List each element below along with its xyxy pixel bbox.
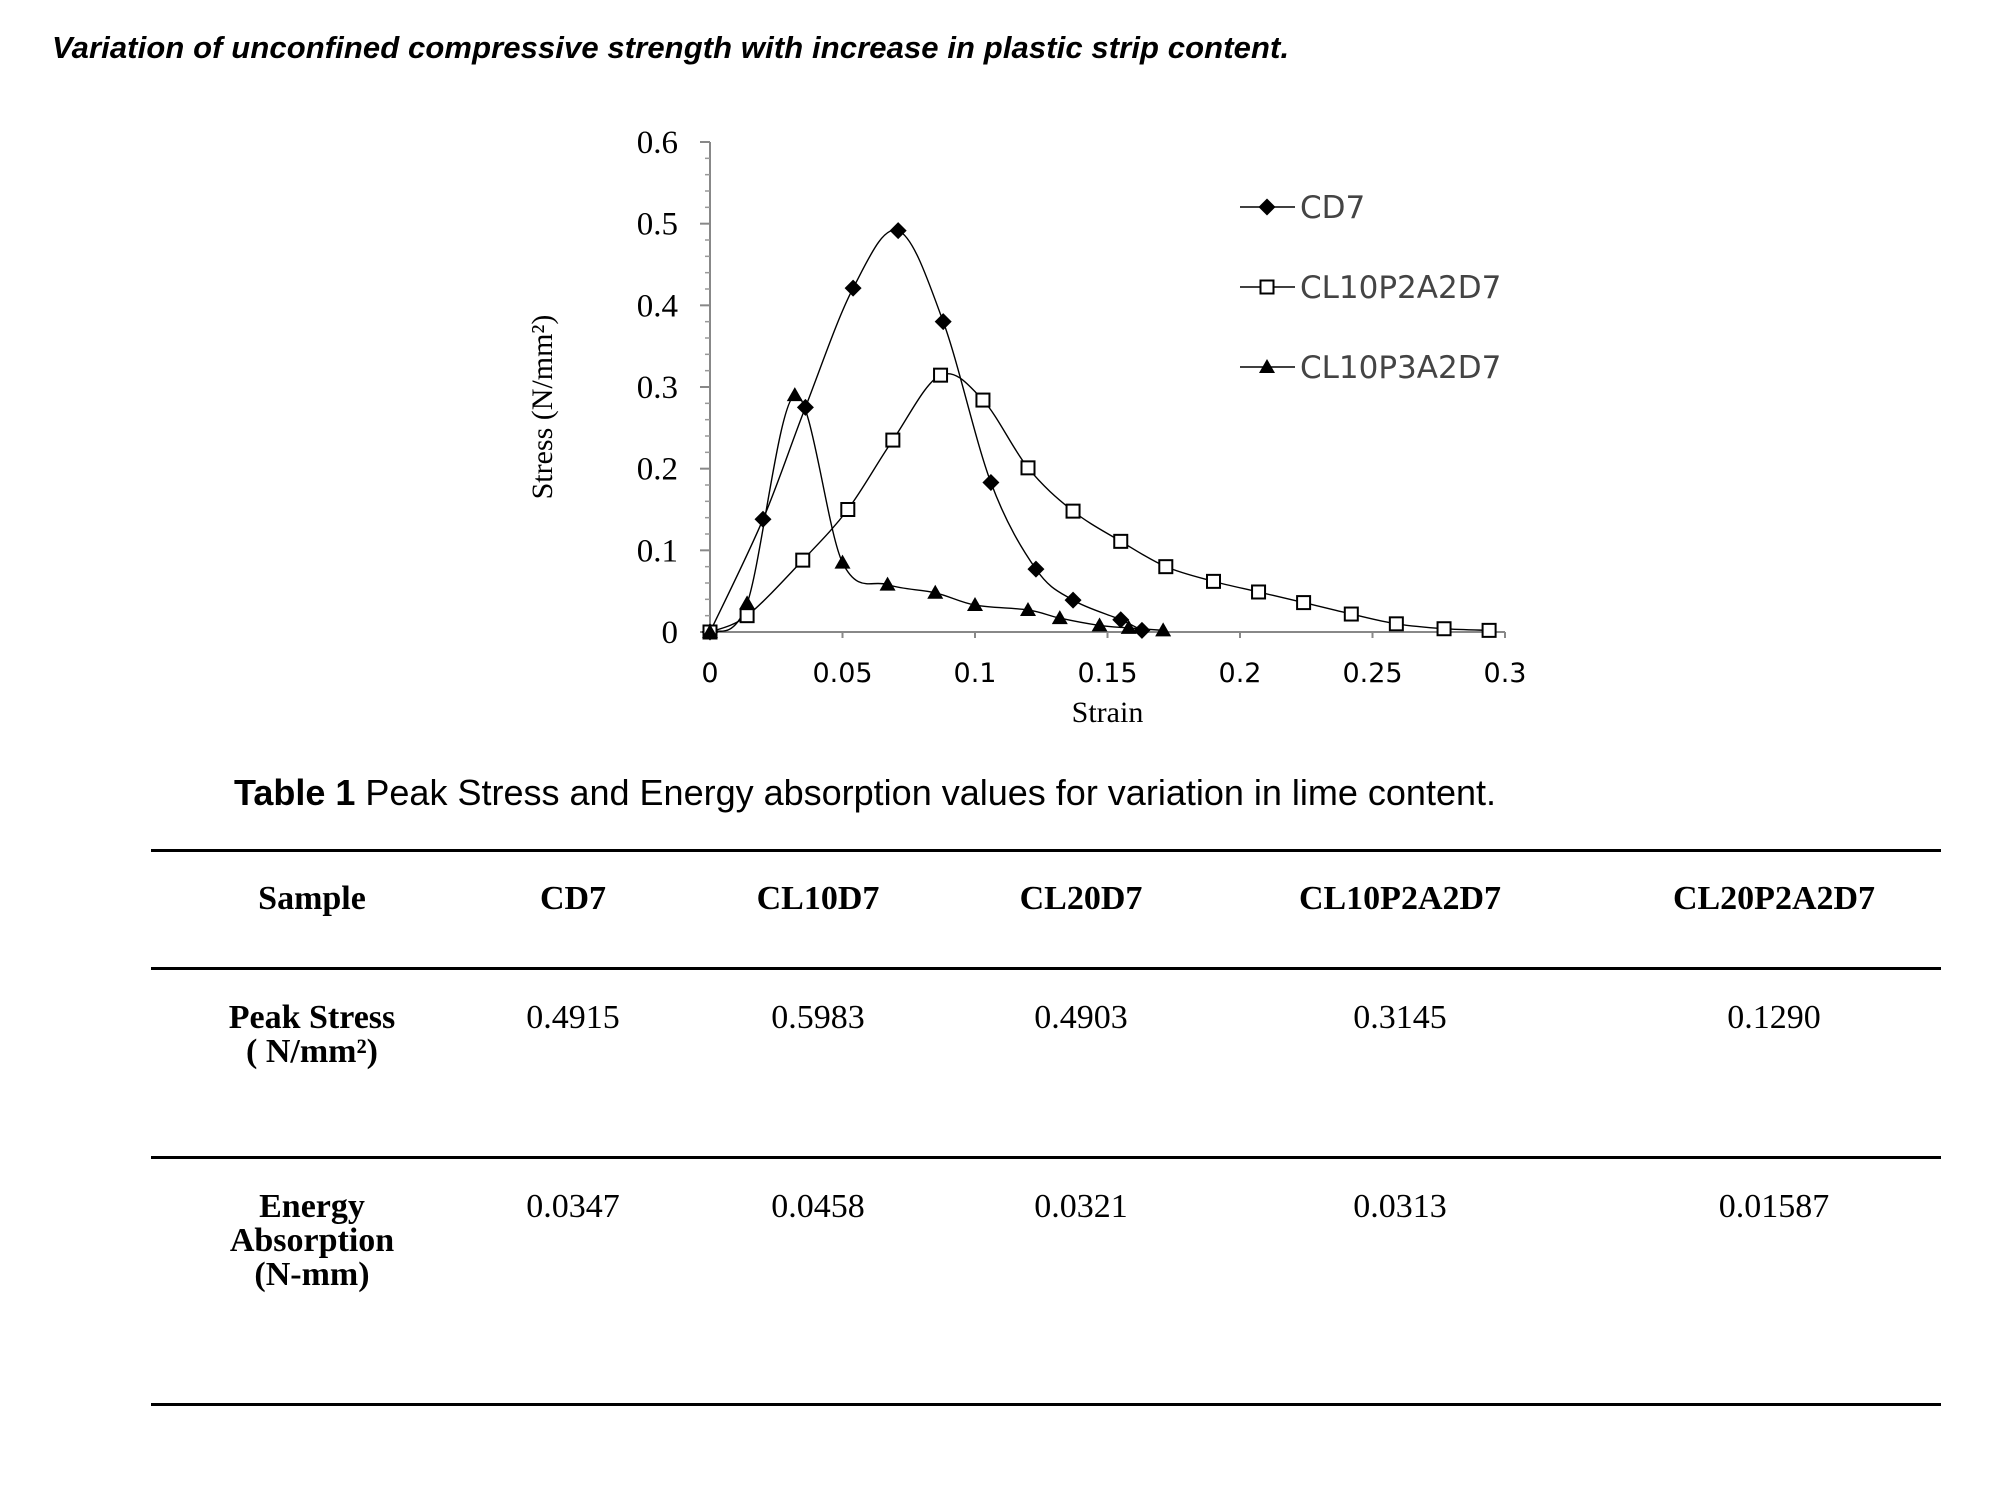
legend-label-cl10p2a2d7: CL10P2A2D7 xyxy=(1300,270,1502,306)
data-point-cl10p3a2d7 xyxy=(835,555,851,569)
table-header-cell: Sample xyxy=(258,880,366,917)
data-point-cl10p2a2d7 xyxy=(1483,624,1496,637)
data-point-cd7 xyxy=(1027,561,1044,578)
data-point-cd7 xyxy=(1065,592,1082,609)
chart-legend xyxy=(1240,190,1501,386)
table-value-cell: 0.4903 xyxy=(1034,999,1128,1036)
table-value-cell: 0.0321 xyxy=(1034,1188,1128,1225)
row-label-line: Energy xyxy=(259,1188,365,1225)
data-point-cl10p2a2d7 xyxy=(1252,585,1265,598)
data-point-cl10p3a2d7 xyxy=(739,595,755,609)
y-tick-label: 0.1 xyxy=(636,533,678,570)
table-caption xyxy=(234,772,1496,814)
x-axis-title: Strain xyxy=(1071,696,1144,729)
table-caption-text: Peak Stress and Energy absorption values for variation in lime content. xyxy=(355,772,1496,813)
y-tick-label: 0.4 xyxy=(636,288,678,325)
table-header-cell: CL20P2A2D7 xyxy=(1672,880,1876,917)
row-label-line: ( N/mm²) xyxy=(246,1033,378,1070)
table-value-cell: 0.01587 xyxy=(1718,1188,1830,1225)
y-axis-title: Stress (N/mm²) xyxy=(526,314,559,500)
data-point-cl10p2a2d7 xyxy=(841,503,854,516)
table-top-rule xyxy=(151,849,1941,852)
data-point-cd7 xyxy=(797,399,814,416)
data-point-cd7 xyxy=(1133,622,1150,639)
y-tick-label: 0 xyxy=(661,615,678,651)
x-tick-label: 0.15 xyxy=(1077,658,1138,689)
legend-marker-cl10p2a2d7 xyxy=(1261,281,1274,294)
data-point-cl10p2a2d7 xyxy=(1067,505,1080,518)
table-caption-number: Table 1 xyxy=(234,772,356,813)
table-row-label xyxy=(177,1001,447,1069)
data-point-cl10p2a2d7 xyxy=(741,609,754,622)
row-label-line: (N-mm) xyxy=(254,1256,370,1293)
data-point-cd7 xyxy=(982,474,999,491)
legend-label-cl10p3a2d7: CL10P3A2D7 xyxy=(1300,350,1502,386)
data-point-cl10p2a2d7 xyxy=(1114,535,1127,548)
data-point-cd7 xyxy=(845,280,862,297)
data-point-cl10p2a2d7 xyxy=(1345,608,1358,621)
data-point-cd7 xyxy=(935,313,952,330)
table-header-cell: CL10D7 xyxy=(756,880,880,917)
table-value-cell: 0.4915 xyxy=(526,999,620,1036)
x-tick-label: 0.25 xyxy=(1342,658,1403,689)
table-row-rule xyxy=(151,1156,1941,1159)
legend-label-cd7: CD7 xyxy=(1300,190,1366,226)
data-point-cl10p2a2d7 xyxy=(976,394,989,407)
x-tick-label: 0.1 xyxy=(953,658,997,689)
data-point-cl10p2a2d7 xyxy=(1390,617,1403,630)
y-tick-label: 0.5 xyxy=(636,206,678,243)
data-point-cl10p3a2d7 xyxy=(787,387,803,401)
x-tick-label: 0 xyxy=(701,658,719,689)
chart-axes xyxy=(526,125,1526,729)
x-tick-label: 0.3 xyxy=(1483,658,1527,689)
data-point-cl10p2a2d7 xyxy=(1438,622,1451,635)
table-row-label xyxy=(177,1190,447,1292)
y-tick-label: 0.3 xyxy=(636,370,678,406)
y-tick-label: 0.2 xyxy=(636,451,678,488)
legend-marker-cd7 xyxy=(1259,199,1276,216)
x-tick-label: 0.2 xyxy=(1218,658,1262,689)
table-value-cell: 0.0347 xyxy=(526,1188,620,1225)
data-point-cl10p2a2d7 xyxy=(934,369,947,382)
row-label-line: Peak Stress xyxy=(228,999,396,1036)
table-value-cell: 0.5983 xyxy=(771,999,865,1036)
data-point-cd7 xyxy=(890,222,907,239)
table-header-cell: CL10P2A2D7 xyxy=(1298,880,1502,917)
series-line-cd7 xyxy=(710,230,1142,632)
data-point-cl10p2a2d7 xyxy=(796,554,809,567)
x-tick-label: 0.05 xyxy=(812,658,873,689)
y-tick-label: 0.6 xyxy=(636,125,678,161)
row-label-line: Absorption xyxy=(229,1222,395,1259)
data-point-cl10p2a2d7 xyxy=(886,434,899,447)
data-point-cl10p2a2d7 xyxy=(1207,575,1220,588)
table-header-cell: CD7 xyxy=(539,880,607,917)
table-value-cell: 0.0313 xyxy=(1353,1188,1447,1225)
figure-caption: Variation of unconfined compressive strength with increase in plastic strip content. xyxy=(52,30,1290,65)
table-header-cell: CL20D7 xyxy=(1019,880,1143,917)
table-header-rule xyxy=(151,967,1941,970)
legend-marker-cl10p3a2d7 xyxy=(1259,359,1275,373)
table-value-cell: 0.3145 xyxy=(1353,999,1447,1036)
data-point-cl10p2a2d7 xyxy=(1022,461,1035,474)
data-point-cd7 xyxy=(755,511,772,528)
table-value-cell: 0.1290 xyxy=(1727,999,1821,1036)
data-point-cl10p2a2d7 xyxy=(1297,596,1310,609)
table-value-cell: 0.0458 xyxy=(771,1188,865,1225)
table-bottom-rule xyxy=(151,1403,1941,1406)
data-point-cl10p2a2d7 xyxy=(1159,560,1172,573)
